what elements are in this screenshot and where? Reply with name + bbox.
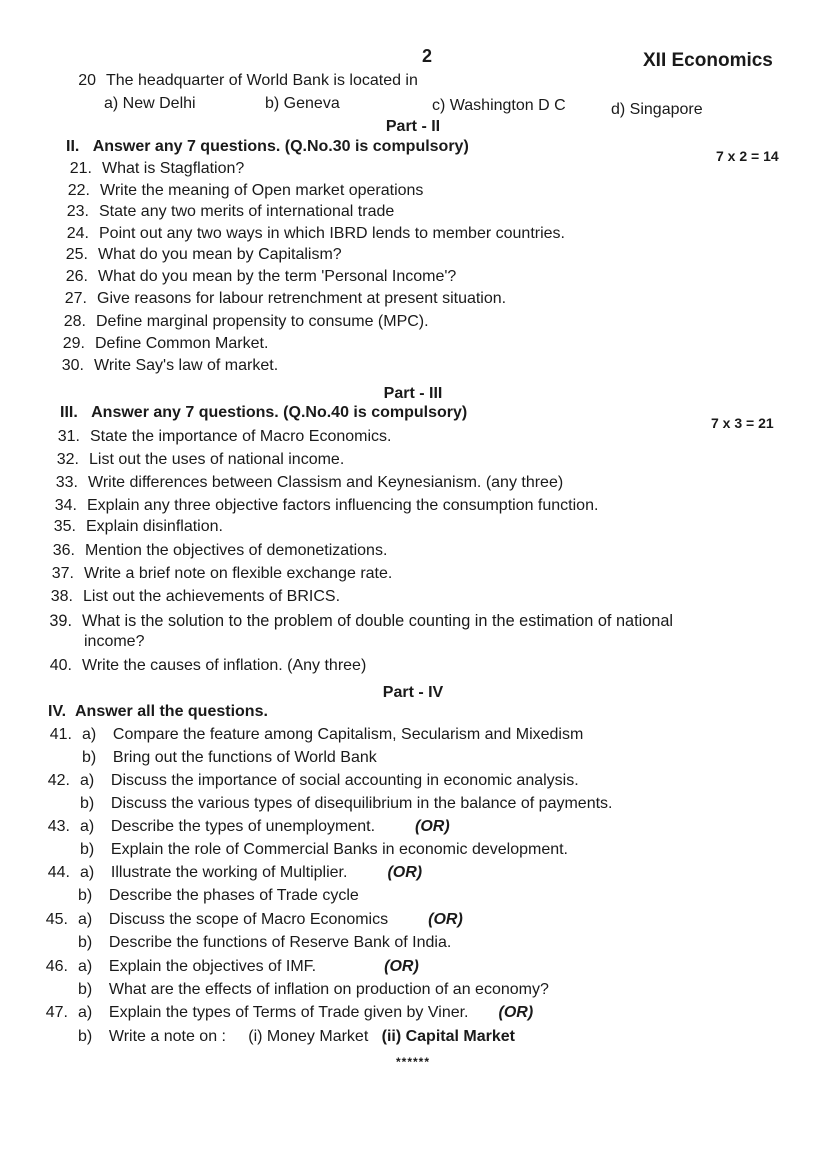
question-item: 39. What is the solution to the problem of double counting in the estimation of national [49,612,674,630]
or-label: (OR) [498,1004,534,1021]
question-item: 30. Write Say's law of market. [61,357,279,374]
question-item: 35. Explain disinflation. [53,518,223,535]
question-item: 47. a) Explain the types of Terms of Trade given by Viner. (OR) [45,1004,534,1021]
question-20 [60,72,418,90]
question-continuation: income? [84,633,145,650]
part-2-marks: 7 x 2 = 14 [716,148,779,164]
question-item: 38. List out the achievements of BRICS. [50,588,341,605]
end-mark: ****** [395,1055,431,1069]
question-part-b: b) Explain the role of Commercial Banks in economic development. [80,841,568,858]
question-part-b: b) Describe the functions of Reserve Bank of India. [78,934,452,951]
question-part-b: b) Describe the phases of Trade cycle [78,887,359,904]
question-text: The headquarter of World Bank is located in [106,72,418,89]
q20-option-b: b) Geneva [265,95,340,112]
subject-title: XII Economics [643,50,773,71]
question-item: 46. a) Explain the objectives of IMF. (OR) [45,958,419,975]
or-label: (OR) [415,818,450,835]
question-item: 24. Point out any two ways in which IBRD lends to member countries. [66,225,565,242]
part-2-instruction: II. Answer any 7 questions. (Q.No.30 is compulsory) [66,138,469,155]
question-item: 34. Explain any three objective factors influencing the consumption function. [54,497,599,514]
capital-market: (ii) Capital Market [381,1028,515,1045]
question-number: 20 [78,72,96,89]
question-item: 23. State any two merits of international trade [66,203,395,220]
question-item: 22. Write the meaning of Open market operations [67,182,424,199]
question-item: 41. a) Compare the feature among Capitalism, Secularism and Mixedism [49,726,584,743]
question-item: 25. What do you mean by Capitalism? [65,246,342,263]
page-number: 2 [422,46,433,66]
question-part-b: b) Write a note on : (i) Money Market (ii) Capital Market [78,1028,515,1045]
q20-option-d: d) Singapore [611,101,703,118]
part-2-roman: II. [66,138,80,155]
question-item: 44. a) Illustrate the working of Multiplier. (OR) [47,864,423,881]
or-label: (OR) [428,911,463,928]
part-3-roman: III. [60,404,78,421]
question-item: 32. List out the uses of national income. [56,451,345,468]
question-item: 29. Define Common Market. [62,335,269,352]
part-3-instruction: III. Answer any 7 questions. (Q.No.40 is compulsory) [60,404,468,421]
question-item: 28. Define marginal propensity to consume (MPC). [63,313,429,330]
part-3-title: Part - III [383,385,443,402]
or-label: (OR) [387,864,423,881]
question-item: 27. Give reasons for labour retrenchment at present situation. [64,290,507,307]
question-item: 40. Write the causes of inflation. (Any three) [49,657,367,674]
part-3-marks: 7 x 3 = 21 [711,415,774,431]
question-part-b: b) What are the effects of inflation on production of an economy? [78,981,549,998]
question-part-b: b) Discuss the various types of disequilibrium in the balance of payments. [80,795,613,812]
question-item: 26. What do you mean by the term 'Personal Income'? [65,268,457,285]
question-item: 36. Mention the objectives of demonetizations. [52,542,388,559]
part-4-title: Part - IV [382,684,444,701]
q20-option-a: a) New Delhi [104,95,196,112]
money-market: (i) Money Market [248,1028,369,1045]
question-item: 45. a) Discuss the scope of Macro Economics (OR) [45,911,463,928]
question-item: 21. What is Stagflation? [69,160,245,177]
question-item: 42. a) Discuss the importance of social accounting in economic analysis. [47,772,579,789]
or-label: (OR) [384,958,419,975]
question-item: 33. Write differences between Classism and Keynesianism. (any three) [55,474,564,491]
question-item: 43. a) Describe the types of unemployment. (OR) [47,818,450,835]
question-item: 31. State the importance of Macro Economics. [57,428,392,445]
question-part-b: b) Bring out the functions of World Bank [82,749,377,766]
q20-option-c: c) Washington D C [432,97,566,114]
part-4-instruction: IV. Answer all the questions. [48,703,268,720]
question-item: 37. Write a brief note on flexible exchange rate. [51,565,393,582]
part-4-roman: IV. [48,703,67,720]
part-2-title: Part - II [385,118,441,135]
